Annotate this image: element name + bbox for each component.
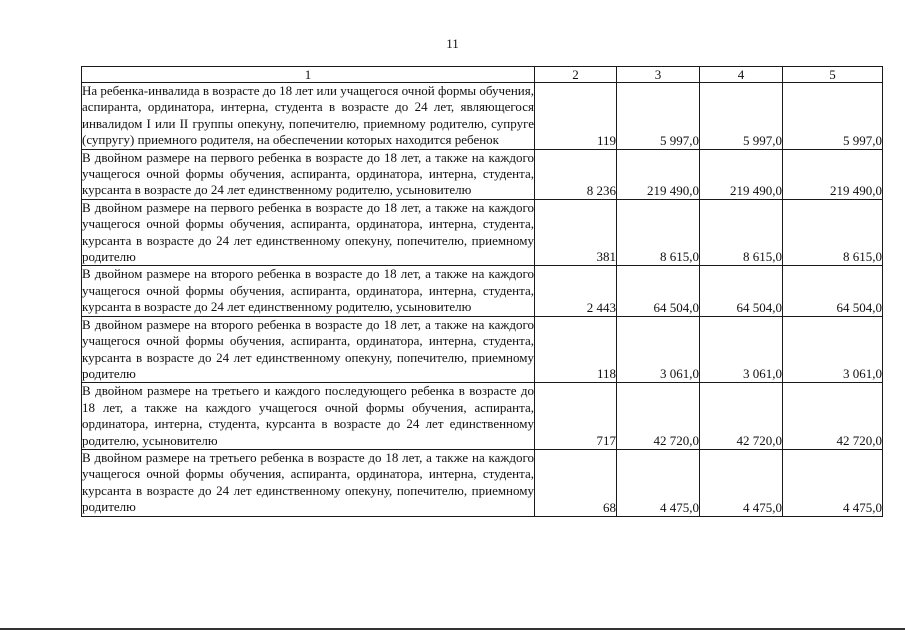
row-amount-col4: 8 615,0	[700, 199, 783, 266]
table-row	[82, 149, 883, 199]
row-description: В двойном размере на третьего и каждого последующего ребенка в возрасте до 18 лет, а также на каждого учащегося очной формы обучения, аспиранта, ординатора, интерна, студента, курсанта в возрасте до 24 лет единственному родителю, усыновителю	[82, 383, 534, 448]
column-header-3: 3	[617, 67, 700, 83]
row-amount-col4: 5 997,0	[700, 83, 783, 150]
row-description: В двойном размере на второго ребенка в возрасте до 18 лет, а также на каждого учащегося очной формы обучения, аспиранта, ординатора, интерна, студента, курсанта в возрасте до 24 лет единственному родителю, усыновителю	[82, 266, 534, 315]
page-number: 11	[446, 36, 459, 51]
row-amount-col3: 219 490,0	[617, 149, 700, 199]
row-amount-col5: 219 490,0	[783, 149, 883, 199]
column-header-2: 2	[535, 67, 617, 83]
row-amount-col5: 64 504,0	[783, 266, 883, 316]
row-amount-col3: 3 061,0	[617, 316, 700, 383]
row-description: На ребенка-инвалида в возрасте до 18 лет или учащегося очной формы обучения, аспиранта, ординатора, интерна, студента в возрасте до 24 лет, являющегося инвалидом I или II группы опекуну, попечителю, приемному родителю, супруге (супругу) приемного родителя, на обеспечении которых находится ребенок	[82, 83, 534, 148]
row-amount-col4: 42 720,0	[700, 383, 783, 450]
row-amount-col5: 42 720,0	[783, 383, 883, 450]
row-amount-col5: 5 997,0	[783, 83, 883, 150]
benefits-table	[81, 66, 883, 517]
row-amount-col5: 3 061,0	[783, 316, 883, 383]
column-header-4: 4	[700, 67, 783, 83]
row-description: В двойном размере на второго ребенка в возрасте до 18 лет, а также на каждого учащегося очной формы обучения, аспиранта, ординатора, интерна, студента, курсанта в возрасте до 24 лет единственному опекуну, попечителю, приемному родителю	[82, 316, 534, 381]
table-row	[82, 266, 883, 316]
row-count: 119	[535, 83, 617, 150]
row-amount-col3: 8 615,0	[617, 199, 700, 266]
row-count: 68	[535, 449, 617, 516]
row-amount-col5: 8 615,0	[783, 199, 883, 266]
row-description: В двойном размере на третьего ребенка в возрасте до 18 лет, а также на каждого учащегося очной формы обучения, аспиранта, ординатора, интерна, студента, курсанта в возрасте до 24 лет единственному опекуну, попечителю, приемному родителю	[82, 449, 534, 515]
table-header-row	[82, 67, 883, 83]
row-amount-col3: 5 997,0	[617, 83, 700, 150]
row-count: 381	[535, 199, 617, 266]
table-row	[82, 449, 883, 516]
row-description: В двойном размере на первого ребенка в возрасте до 18 лет, а также на каждого учащегося очной формы обучения, аспиранта, ординатора, интерна, студента, курсанта в возрасте до 24 лет единственному родителю, усыновителю	[82, 149, 534, 198]
row-amount-col4: 4 475,0	[700, 449, 783, 516]
row-amount-col3: 42 720,0	[617, 383, 700, 450]
column-header-1: 1	[82, 67, 535, 83]
page-bottom-rule	[0, 628, 905, 630]
column-header-5: 5	[783, 67, 883, 83]
row-amount-col4: 3 061,0	[700, 316, 783, 383]
row-count: 8 236	[535, 149, 617, 199]
row-description: В двойном размере на первого ребенка в возрасте до 18 лет, а также на каждого учащегося очной формы обучения, аспиранта, ординатора, интерна, студента, курсанта в возрасте до 24 лет единственному опекуну, попечителю, приемному родителю	[82, 199, 534, 265]
row-amount-col4: 64 504,0	[700, 266, 783, 316]
table-row	[82, 83, 883, 150]
row-amount-col3: 64 504,0	[617, 266, 700, 316]
row-amount-col3: 4 475,0	[617, 449, 700, 516]
table-row	[82, 383, 883, 450]
table-row	[82, 199, 883, 266]
row-count: 2 443	[535, 266, 617, 316]
table-row	[82, 316, 883, 383]
row-count: 118	[535, 316, 617, 383]
row-count: 717	[535, 383, 617, 450]
row-amount-col5: 4 475,0	[783, 449, 883, 516]
row-amount-col4: 219 490,0	[700, 149, 783, 199]
